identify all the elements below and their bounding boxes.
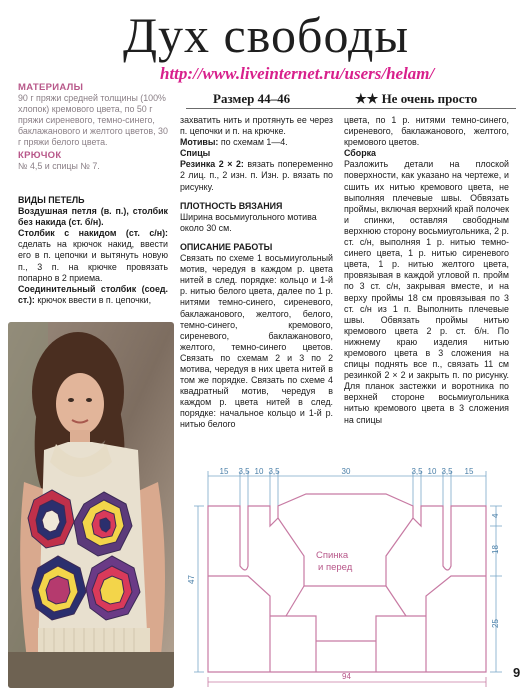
dim-bottom: 94 (342, 672, 351, 681)
vest-photo (8, 322, 174, 688)
top-dimension-line (208, 471, 486, 506)
dim-top-1: 15 (219, 467, 229, 476)
rib-line: Резинка 2 × 2: вязать попеременно 2 лиц. п., 2 изн. п. Изн. р. вязать по рисунку. (180, 159, 333, 192)
dim-top-4: 3,5 (268, 467, 280, 476)
diagram-label-line1: Спинка (316, 550, 349, 561)
materials-text: 90 г пряжи средней толщины (100% хлопок) кремового цвета, по 50 г пряжи сиреневого, темно-синего, баклажанового и желтого цветов, 30 г пряжи белого цвета. (18, 93, 168, 148)
left-dimension-line (194, 506, 204, 672)
dim-top-5: 30 (341, 467, 351, 476)
column3-intro: цвета, по 1 р. нитями темно-синего, сиреневого, баклажанового, желтого, кремового цветов. (344, 115, 509, 148)
motifs-line: Мотивы: по схемам 1—4. (180, 137, 288, 148)
hook-text: № 4,5 и спицы № 7. (18, 161, 100, 171)
right-dimension-line (490, 506, 502, 672)
stitch-item: Столбик с накидом (ст. с/н): сделать на крючок накид, ввести его в п. цепочки и вытянуть новую п., 3 п. на крючке провязать попарно в 2 приема. (18, 228, 168, 283)
difficulty-stars-icon: ★★ (355, 91, 379, 106)
materials-section (18, 82, 168, 148)
dim-right-2: 18 (491, 545, 500, 554)
needles-heading: Спицы (180, 148, 211, 159)
source-url[interactable]: http://www.liveinternet.ru/users/helam/ (160, 64, 435, 83)
dim-top-6: 3,5 (411, 467, 423, 476)
work-text: Связать по схеме 1 восьмиугольный мотив, чередуя в каждом р. цвета нитей в след. порядке: кольцо и 1-й р. нитью белого цвета, далее по 1 р. нитями темно-синего, сиреневого, баклажанового, желтого, белого, темно-синего, кремового, сиреневого, баклажанового, желтого, темно-синего цветов. Связать по схемам 2 и 3 по 2 мотива, чередуя в них цвета нитей в том же порядке. Связать по схеме 4 квадратный мотив, чередуя в каждом р. цвета нитей в след. порядке: начальное кольцо и 1-й р. нитью белого (180, 253, 333, 430)
page-number: 9 (513, 665, 521, 680)
column-3 (344, 115, 509, 426)
density-text: Ширина восьмиугольного мотива около 30 см. (180, 211, 317, 233)
header-divider (186, 108, 516, 109)
work-heading: ОПИСАНИЕ РАБОТЫ (180, 241, 273, 252)
difficulty-level (355, 91, 477, 107)
stitches-heading: ВИДЫ ПЕТЕЛЬ (18, 195, 85, 205)
stitch-item: Соединительный столбик (соед. ст.): крючок ввести в п. цепочки, (18, 283, 168, 305)
dim-left: 47 (187, 575, 196, 584)
dim-top-2: 3,5 (238, 467, 250, 476)
dim-right-3: 25 (491, 619, 500, 628)
hook-section (18, 150, 168, 172)
hook-heading: КРЮЧОК (18, 150, 62, 161)
density-heading: ПЛОТНОСТЬ ВЯЗАНИЯ (180, 200, 283, 211)
assembly-text: Разложить детали на плоской поверхности, как указано на чертеже, и сшить их нитью кремового цвета, не выполняя плечевые швы. Обвязать проймы, включая верхний край полочек и спинки, оставляя свободным верхнюю сторону восьмиугольника, 2 р. ст. с/н, выполняя 1 р. нитью темно-синего цвета, 1 р. нитью сиреневого цвета, 1 р. нитью желтого цвета, провязывая в каждой угловой п. пройм по 3 ст. с/н, закрывая вместе, и на верху проймы 18 см провязывая по 3 ст. с/н из 1 п. Выполнить плечевые швы. Обвязать проймы нитью кремового цвета 2 р. ст. б/н. По нижнему краю изделия нитью кремового цвета в 3 сложения на спицы поднять все п., связать 11 см резинкой 2 × 2 и закрыть п. по рисунку. Для планок застежки и воротника по верхней стороне восьмиугольника нитью кремового цвета в 3 сложения на спицы (344, 159, 509, 425)
dim-top-8: 3,5 (441, 467, 453, 476)
dim-right-1: 4 (491, 513, 500, 518)
diagram-label-line2: и перед (318, 562, 353, 573)
materials-heading: МАТЕРИАЛЫ (18, 82, 84, 93)
column-2 (180, 115, 333, 431)
assembly-heading: Сборка (344, 148, 376, 159)
dim-top-9: 15 (464, 467, 474, 476)
vest-schematic (186, 466, 506, 691)
page-title: Дух свободы (122, 7, 410, 63)
intro-text: захватить нить и протянуть ее через п. цепочки и п. на крючке. (180, 115, 333, 137)
dim-top-7: 10 (427, 467, 437, 476)
stitches-section (18, 195, 168, 306)
vest-outline (208, 494, 486, 672)
stitch-item: Воздушная петля (в. п.), столбик без накида (ст. б/н). (18, 206, 168, 228)
difficulty-text: Не очень просто (381, 91, 478, 106)
size-label: Размер 44–46 (213, 91, 291, 106)
dim-top-3: 10 (254, 467, 264, 476)
